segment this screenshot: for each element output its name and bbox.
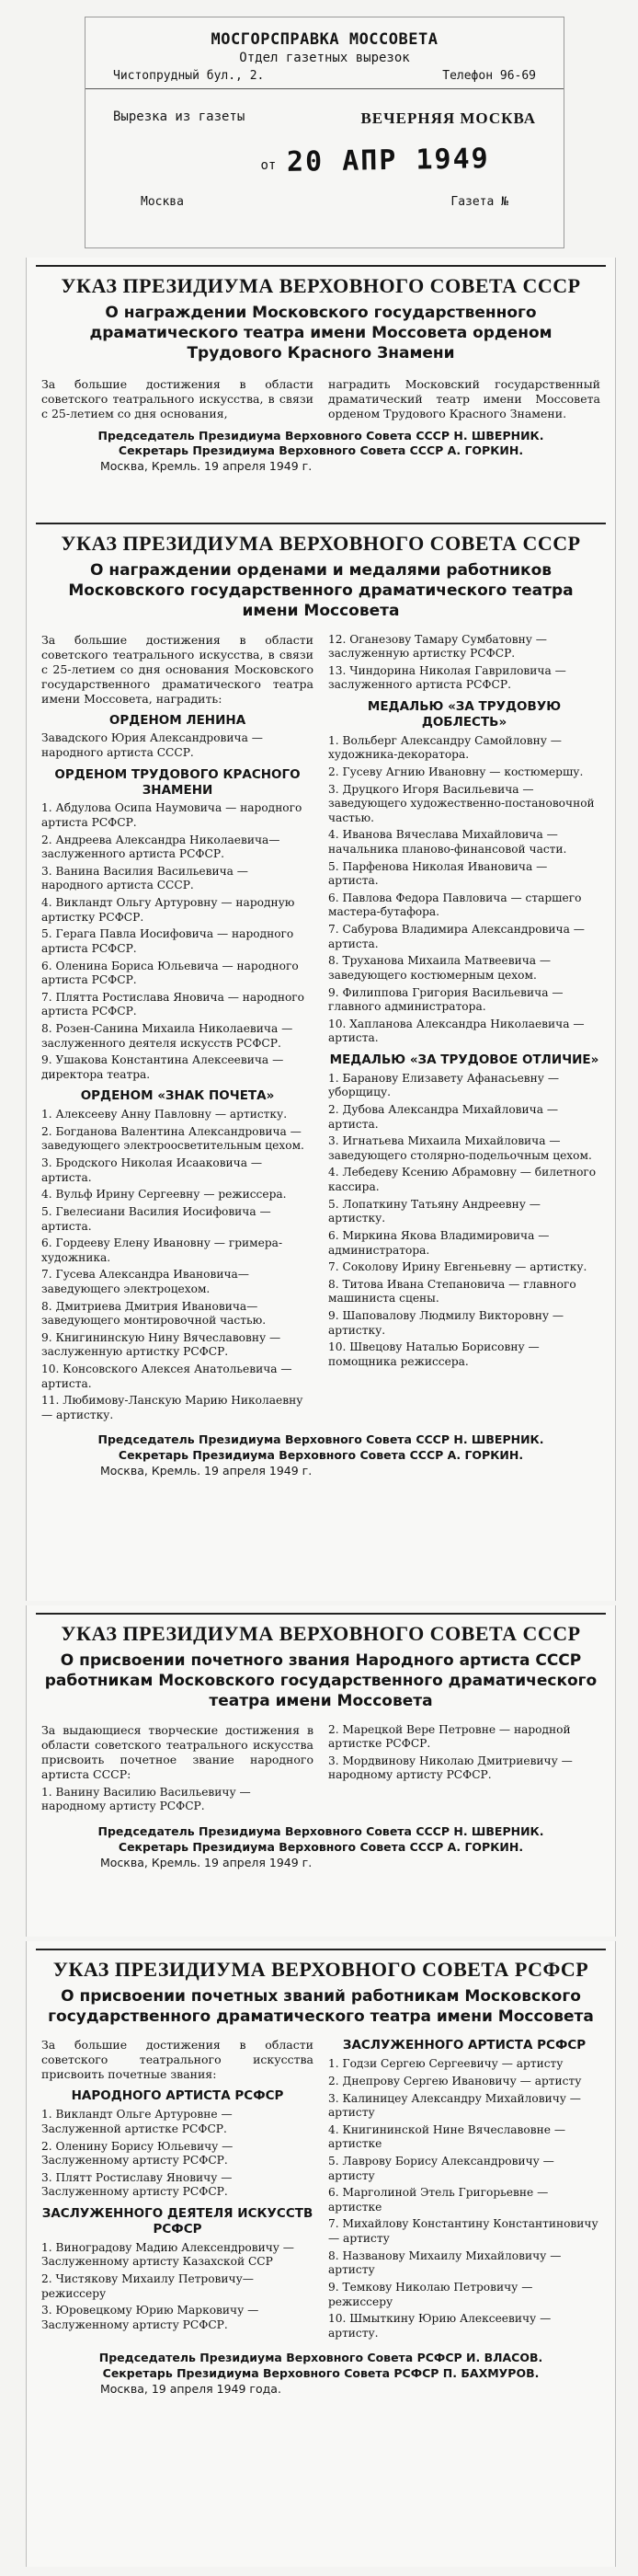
decree-title: УКАЗ ПРЕЗИДИУМА ВЕРХОВНОГО СОВЕТА СССР [61, 274, 581, 297]
decree-2 [26, 515, 616, 1601]
list-item: 7. Михайлову Константину Константиновичу — артисту [328, 2217, 598, 2246]
department: Отдел газетных вырезок [239, 51, 410, 65]
divider [36, 1613, 606, 1615]
list-item: 10. Хапланова Александра Николаевича — артиста. [328, 1017, 585, 1045]
list-item: 11. Любимову-Ланскую Марию Николаевну — артистку. [41, 1394, 303, 1421]
signature-block [63, 1432, 578, 1479]
list-item: 3. Калиницеу Александру Михайловичу — артисту [328, 2091, 581, 2120]
list-item: 7. Сабурова Владимира Александровича — артиста. [328, 923, 585, 950]
list-item: 2. Оленину Борису Юльевичу — Заслуженному артисту РСФСР. [41, 2139, 234, 2168]
signature-secretary: Секретарь Президиума Верховного Совета СССР А. ГОРКИН. [118, 1839, 524, 1854]
issue-label: Газета № [450, 195, 508, 209]
place-date: Москва, Кремль. 19 апреля 1949 г. [100, 459, 313, 474]
signature-block [63, 1824, 578, 1871]
decree-title: УКАЗ ПРЕЗИДИУМА ВЕРХОВНОГО СОВЕТА СССР [61, 532, 581, 555]
list-item: 4. Викландт Ольгу Артуровну — народную артистку РСФСР. [41, 896, 295, 924]
signature-block [63, 429, 578, 476]
signature-secretary: Секретарь Президиума Верховного Совета СССР А. ГОРКИН. [118, 1448, 524, 1463]
list-item: 5. Лопаткину Татьяну Андреевну — артистку. [328, 1197, 541, 1225]
list-item: 1. Абдулова Осипа Наумовича — народного артиста РСФСР. [41, 801, 302, 830]
decree-subtitle: О награждении орденами и медалями работников Московского государственного драматического театра имени Моссовета [68, 561, 574, 621]
list-item: 6. Марголиной Этель Григорьевне — артистке [328, 2186, 549, 2214]
decree-subtitle: О присвоении почетных званий работникам Московского государственного драматического театра имени Моссовета [48, 1987, 594, 2027]
list-item: 1. Ванину Василию Васильевичу — народному артисту РСФСР. [41, 1785, 251, 1813]
address-row [85, 69, 564, 89]
list-item: 2. Днепрову Сергею Ивановичу — артисту [328, 2074, 582, 2087]
divider [36, 523, 606, 524]
list-item: 7. Гусева Александра Ивановича—заведующего электроцехом. [41, 1268, 249, 1295]
signature-chairman: Председатель Президиума Верховного Совета СССР Н. ШВЕРНИК. [97, 428, 544, 443]
place-date: Москва, 19 апреля 1949 года. [100, 2382, 281, 2397]
list-item: 1. Виноградову Мадию Алексендровичу — Заслуженному артисту Казахской ССР [41, 2240, 294, 2269]
section-heading: НАРОДНОГО АРТИСТА РСФСР [71, 2088, 284, 2104]
divider [36, 265, 606, 267]
section-heading: ОРДЕНОМ ТРУДОВОГО КРАСНОГО ЗНАМЕНИ [54, 766, 301, 798]
decree-columns [41, 633, 600, 1426]
signature-chairman: Председатель Президиума Верховного Совета РСФСР И. ВЛАСОВ. [98, 2351, 543, 2365]
list-item: 8. Названову Михаилу Михайловичу — артисту [328, 2248, 562, 2277]
section-heading: ЗАСЛУЖЕННОГО АРТИСТА РСФСР [342, 2038, 587, 2053]
newspaper-name: ВЕЧЕРНЯЯ МОСКВА [360, 109, 536, 127]
list-item: 8. Розен-Санина Михаила Николаевича — заслуженного деятеля искусств РСФСР. [41, 1021, 293, 1050]
phone: Телефон 96-69 [442, 69, 536, 83]
list-item: 9. Шаповалову Людмилу Викторовну — артистку. [328, 1308, 564, 1337]
signature-block [63, 2351, 578, 2398]
place-date: Москва, Кремль. 19 апреля 1949 г. [100, 1464, 313, 1478]
list-item: 3. Плятт Ростиславу Яновичу — Заслуженному артисту РСФСР. [41, 2170, 233, 2199]
list-item: 3. Бродского Николая Исааковича — артиста. [41, 1156, 263, 1184]
list-item: 1. Викландт Ольге Артуровне — Заслуженной артистке РСФСР. [41, 2108, 233, 2135]
list-item: 6. Гордееву Елену Ивановну — гримера-художника. [41, 1236, 283, 1264]
list-item: 6. Оленина Бориса Юльевича — народного артиста РСФСР. [41, 959, 299, 987]
list-item: 2. Андреева Александра Николаевича—заслуженного артиста РСФСР. [41, 833, 280, 861]
list-item: 5. Герага Павла Иосифовича — народного артиста РСФСР. [41, 927, 294, 955]
signature-chairman: Председатель Президиума Верховного Совета СССР Н. ШВЕРНИК. [97, 1823, 544, 1838]
date-row [85, 144, 564, 177]
decree-title: УКАЗ ПРЕЗИДИУМА ВЕРХОВНОГО СОВЕТА РСФСР [52, 1958, 589, 1981]
section-heading: ОРДЕНОМ «ЗНАК ПОЧЕТА» [80, 1088, 275, 1104]
decree-body-left: За большие достижения в области советского театрального искусства, в связи с 25-летием со дня основания, [41, 376, 313, 420]
signature-secretary: Секретарь Президиума Верховного Совета РСФСР П. БАХМУРОВ. [102, 2366, 540, 2381]
list-item: 4. Лебедеву Ксению Абрамовну — билетного кассира. [328, 1166, 597, 1194]
list-item: 6. Павлова Федора Павловича — старшего мастера-бутафора. [328, 891, 582, 919]
divider [36, 1949, 606, 1950]
list-item: 10. Швецову Наталью Борисовну — помощника режиссера. [328, 1340, 540, 1368]
list-item: 9. Филиппова Григория Васильевича — главного администратора. [328, 985, 564, 1014]
decree-intro: За большие достижения в области советского театрального искусства, в связи с 25-летием со дня основания Московского государственного драматического театра имени Моссовета, наградить: [41, 632, 313, 706]
place-date: Москва, Кремль. 19 апреля 1949 г. [100, 1855, 313, 1869]
decree-intro: За выдающиеся творческие достижения в области советского театрального искусства присвоить почетное звание народного артиста СССР: [41, 1722, 313, 1781]
list-item: 4. Вульф Ирину Сергеевну — режиссера. [41, 1188, 287, 1202]
list-item: 7. Соколову Ирину Евгеньевну — артистку. [328, 1260, 587, 1274]
list-item: 2. Дубова Александра Михайловича — артиста. [328, 1103, 559, 1131]
list-item: 3. Игнатьева Михаила Михайловича — заведующего столярно-подельочным цехом. [328, 1134, 592, 1162]
section-heading: ЗАСЛУЖЕННОГО ДЕЯТЕЛЯ ИСКУССТВ РСФСР [41, 2206, 313, 2237]
clipping-label: Вырезка из газеты [113, 109, 245, 124]
address: Чистопрудный бул., 2. [113, 69, 265, 83]
list-item: 4. Книгининской Нине Вячеславовне — артистке [328, 2122, 566, 2151]
signature-secretary: Секретарь Президиума Верховного Совета СССР А. ГОРКИН. [118, 443, 524, 458]
signature-chairman: Председатель Президиума Верховного Совета СССР Н. ШВЕРНИК. [97, 1432, 544, 1447]
list-item: 5. Гвелесиани Василия Иосифовича — артиста. [41, 1204, 271, 1233]
left-column [41, 2038, 313, 2343]
right-column [328, 633, 600, 1426]
date-stamp: 20 АПР 1949 [287, 143, 491, 178]
list-item: 4. Иванова Вячеслава Михайловича — начальника планово-финансовой части. [328, 828, 567, 857]
list-item: 7. Плятта Ростислава Яновича — народного артиста РСФСР. [41, 990, 305, 1018]
list-item: 10. Шмыткину Юрию Алексеевичу — артисту. [328, 2312, 552, 2340]
list-item: 3. Юровецкому Юрию Марковичу — Заслуженному артисту РСФСР. [41, 2304, 259, 2331]
list-item: 2. Гусеву Агнию Ивановну — костюмершу. [328, 765, 584, 778]
right-column [328, 1723, 600, 1817]
list-item: 3. Ванина Василия Васильевича — народного артиста СССР. [41, 864, 248, 892]
list-item: 9. Ушакова Константина Алексеевича — директора театра. [41, 1053, 284, 1081]
decree-intro: За большие достижения в области советского театрального искусства присвоить почетные звания: [41, 2038, 313, 2082]
list-item: 3. Друцкого Игоря Васильевича — заведующего художественно-постановочной частью. [328, 782, 595, 824]
list-item: 10. Консовского Алексея Анатольевича — артиста. [41, 1363, 292, 1390]
agency-name: МОСГОРСПРАВКА МОССОВЕТА [211, 30, 439, 49]
list-item: 5. Парфенова Николая Ивановича — артиста. [328, 859, 548, 888]
list-item: Завадского Юрия Александровича — народного артиста СССР. [41, 731, 263, 760]
list-item: 12. Оганезову Тамару Сумбатовну — заслуженную артистку РСФСР. [328, 632, 547, 661]
list-item: 1. Вольберг Александру Самойловну — художника-декоратора. [328, 733, 562, 762]
decree-4 [26, 1941, 616, 2567]
section-heading: ОРДЕНОМ ЛЕНИНА [108, 712, 246, 728]
list-item: 1. Годзи Сергею Сергеевичу — артисту [328, 2057, 564, 2071]
decree-subtitle: О присвоении почетного звания Народного артиста СССР работникам Московского государственного драматического театра имени Моссовета [44, 1651, 598, 1711]
list-item: 9. Книгининскую Нину Вячеславовну — заслуженную артистку РСФСР. [41, 1330, 281, 1359]
list-item: 8. Дмитриева Дмитрия Ивановича—заведующего монтировочной частью. [41, 1299, 267, 1328]
list-item: 6. Миркина Якова Владимировича — администратора. [328, 1228, 550, 1257]
right-column [328, 2038, 600, 2343]
list-item: 3. Мордвинову Николаю Дмитриевичу — народному артисту РСФСР. [328, 1754, 573, 1782]
left-column [41, 633, 313, 1426]
list-item: 9. Темкову Николаю Петровичу — режиссеру [328, 2280, 533, 2308]
section-heading: МЕДАЛЬЮ «ЗА ТРУДОВОЕ ОТЛИЧИЕ» [329, 1052, 599, 1067]
from-label: от [260, 158, 277, 173]
clipping-source-row [85, 109, 564, 128]
clipping-slip [85, 17, 564, 248]
list-item: 5. Лаврову Борису Александровичу — артисту [328, 2155, 554, 2182]
city: Москва [141, 195, 184, 209]
decree-body [41, 377, 600, 421]
list-item: 8. Титова Ивана Степановича — главного машиниста сцены. [328, 1277, 576, 1305]
section-heading: МЕДАЛЬЮ «ЗА ТРУДОВУЮ ДОБЛЕСТЬ» [367, 699, 562, 730]
list-item: 8. Труханова Михаила Матвеевича — заведующего костюмерным цехом. [328, 954, 552, 982]
decree-3 [26, 1605, 616, 1937]
decree-body-right: наградить Московский государственный драматический театр имени Моссовета орденом Трудового Красного Знамени. [328, 376, 600, 420]
issue-row [85, 195, 564, 209]
list-item: 2. Марецкой Вере Петровне — народной артистке РСФСР. [328, 1722, 571, 1751]
decree-title: УКАЗ ПРЕЗИДИУМА ВЕРХОВНОГО СОВЕТА СССР [61, 1622, 581, 1645]
list-item: 1. Алексееву Анну Павловну — артистку. [41, 1108, 288, 1121]
list-item: 2. Чистякову Михаилу Петровичу—режиссеру [41, 2271, 254, 2300]
list-item: 2. Богданова Валентина Александровича — заведующего электроосветительным цехом. [41, 1124, 304, 1153]
list-item: 1. Баранову Елизавету Афанасьевну — уборщицу. [328, 1071, 560, 1099]
list-item: 13. Чиндорина Николая Гавриловича — заслуженного артиста РСФСР. [328, 663, 566, 692]
decree-columns [41, 1723, 600, 1817]
decree-subtitle: О награждении Московского государственного драматического театра имени Моссовета орденом Трудового Красного Знамени [89, 304, 553, 363]
decree-columns [41, 2038, 600, 2343]
left-column [41, 1723, 313, 1817]
